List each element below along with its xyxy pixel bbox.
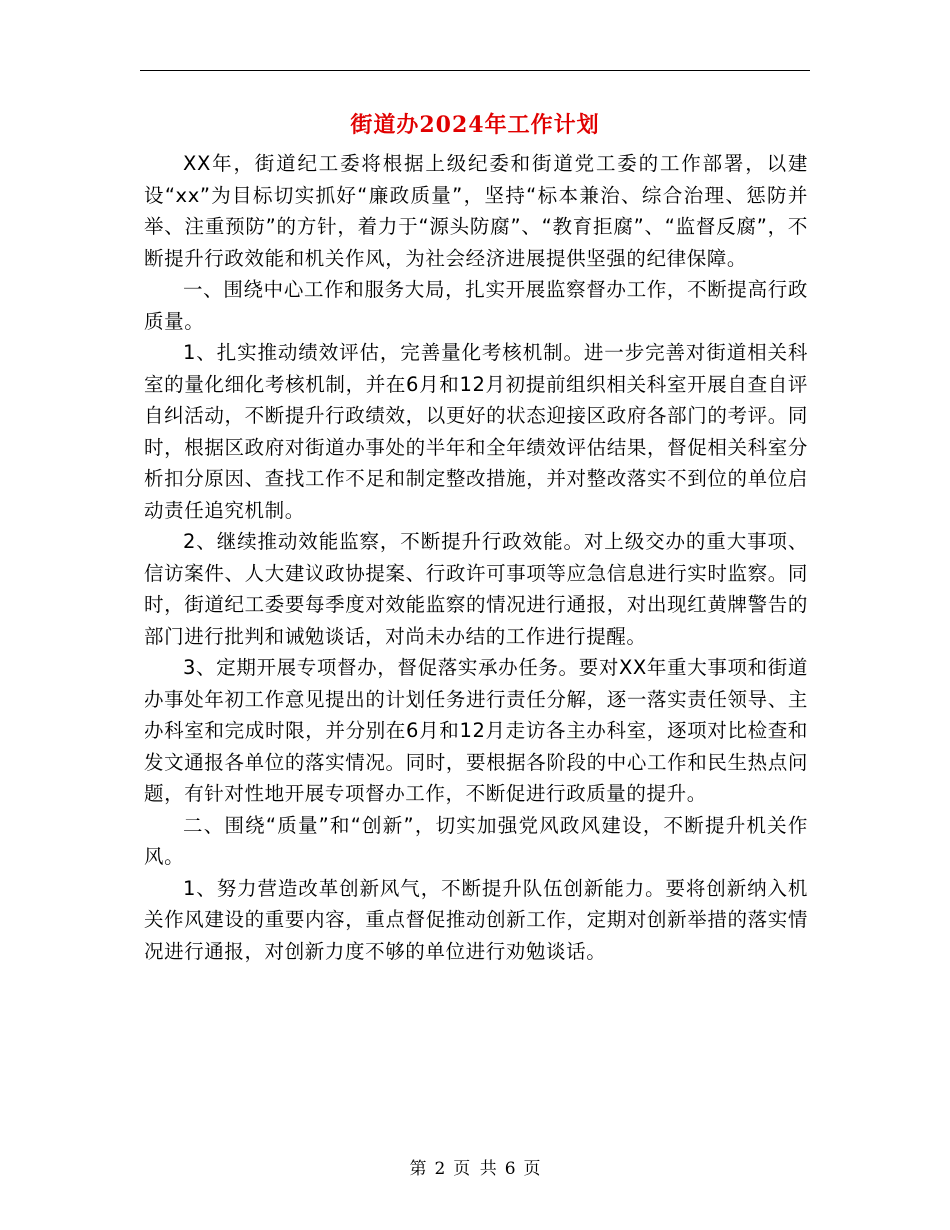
footer-page-number: 2 [434, 1159, 446, 1179]
document-body [144, 148, 808, 967]
footer-suffix: 页 [523, 1159, 541, 1179]
header-rule [140, 70, 810, 71]
footer-total-pages: 6 [504, 1159, 516, 1179]
paragraph-1-1: 1、扎实推动绩效评估，完善量化考核机制。进一步完善对街道相关科室的量化细化考核机制，并在6月和12月初提前组织相关科室开展自查自评自纠活动，不断提升行政绩效，以更好的状态迎接区政府各部门的考评。同时，根据区政府对街道办事处的半年和全年绩效评估结果，督促相关科室分析扣分原因、查找工作不足和制定整改措施，并对整改落实不到位的单位启动责任追究机制。 [144, 341, 808, 522]
footer-middle: 页 共 [453, 1159, 497, 1179]
paragraph-2-1: 1、努力营造改革创新风气，不断提升队伍创新能力。要将创新纳入机关作风建设的重要内容，重点督促推动创新工作，定期对创新举措的落实情况进行通报，对创新力度不够的单位进行劝勉谈话。 [144, 876, 808, 963]
footer-prefix: 第 [409, 1159, 427, 1179]
section-heading-2: 二、围绕“质量”和“创新”，切实加强党风政风建设，不断提升机关作风。 [144, 813, 808, 868]
section-heading-1: 一、围绕中心工作和服务大局，扎实开展监察督办工作，不断提高行政质量。 [144, 278, 808, 333]
page-footer [0, 1154, 950, 1179]
paragraph-1-2: 2、继续推动效能监察，不断提升行政效能。对上级交办的重大事项、信访案件、人大建议政协提案、行政许可事项等应急信息进行实时监察。同时，街道纪工委要每季度对效能监察的情况进行通报，对出现红黄牌警告的部门进行批判和诫勉谈话，对尚未办结的工作进行提醒。 [144, 530, 808, 648]
paragraph-intro: XX年，街道纪工委将根据上级纪委和街道党工委的工作部署，以建设“xx”为目标切实抓好“廉政质量”，坚持“标本兼治、综合治理、惩防并举、注重预防”的方针，着力于“源头防腐”、“教育拒腐”、“监督反腐”，不断提升行政效能和机关作风，为社会经济进展提供坚强的纪律保障。 [144, 152, 808, 270]
document-title: 街道办2024年工作计划 [350, 112, 600, 138]
paragraph-1-3: 3、定期开展专项督办，督促落实承办任务。要对XX年重大事项和街道办事处年初工作意见提出的计划任务进行责任分解，逐一落实责任领导、主办科室和完成时限，并分别在6月和12月走访各主办科室，逐项对比检查和发文通报各单位的落实情况。同时，要根据各阶段的中心工作和民生热点问题，有针对性地开展专项督办工作，不断促进行政质量的提升。 [144, 656, 808, 805]
